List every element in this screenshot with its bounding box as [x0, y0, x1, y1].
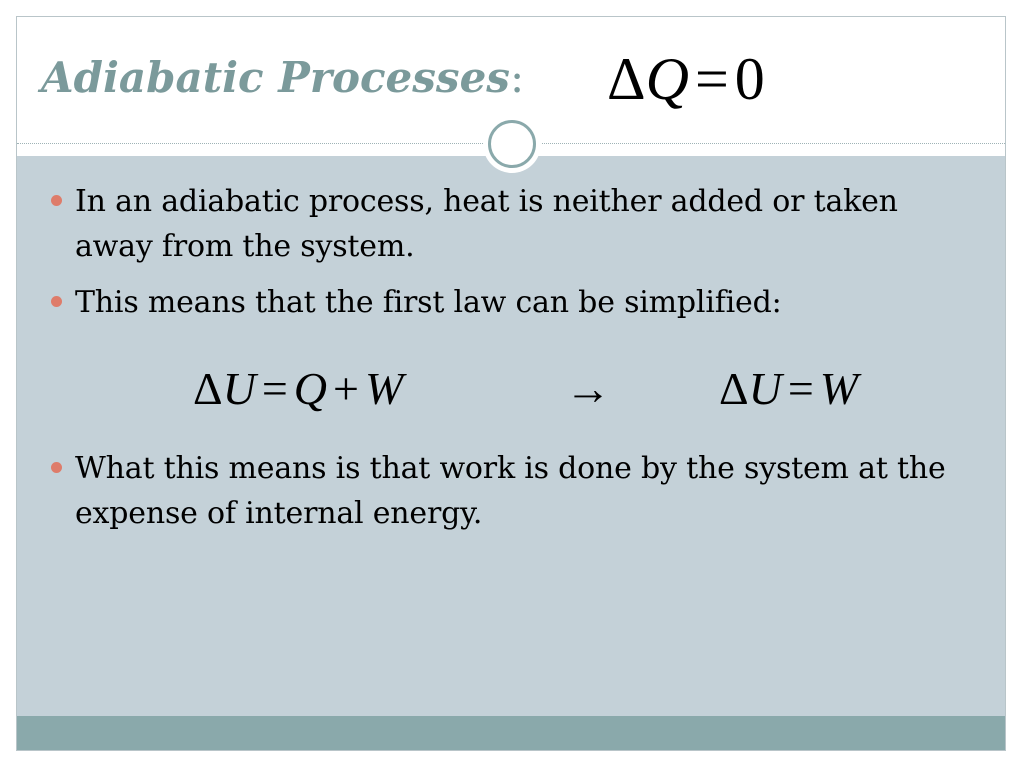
title-eq-value: 0 [734, 46, 765, 112]
bullet-dot-icon [51, 195, 62, 206]
title-eq-delta: Δ [607, 46, 646, 112]
bullet-dot-icon [51, 296, 62, 307]
implies-arrow: → [565, 363, 611, 414]
decorative-circle-icon [488, 120, 536, 168]
first-law-q: Q [293, 363, 328, 414]
bullet-item [51, 280, 951, 325]
first-law-delta: Δ [193, 363, 223, 414]
simplified-w: W [819, 363, 859, 414]
simplified-u: U [748, 363, 782, 414]
simplified-delta: Δ [719, 363, 749, 414]
bullet-text: This means that the first law can be simplified: [75, 285, 782, 320]
title-eq-op: = [694, 46, 729, 112]
slide [16, 16, 1006, 751]
first-law-w: W [364, 363, 404, 414]
first-law-eq: = [261, 363, 288, 414]
bullet-text: What this means is that work is done by the system at the expense of internal energy. [75, 451, 946, 531]
first-law-u: U [222, 363, 256, 414]
footer-accent-bar [17, 716, 1005, 750]
title-equation [607, 45, 765, 114]
bullet-text: In an adiabatic process, heat is neither added or taken away from the system. [75, 184, 898, 264]
bullet-item [51, 179, 951, 269]
first-law-plus: + [333, 363, 359, 414]
bullet-item [51, 446, 951, 536]
simplified-eq: = [787, 363, 814, 414]
implies-arrow-icon [565, 362, 611, 415]
slide-title-colon: : [509, 53, 525, 102]
slide-title [41, 53, 524, 102]
simplified-equation [719, 362, 858, 415]
first-law-equation [193, 362, 403, 415]
slide-title-label: Adiabatic Processes [41, 53, 510, 102]
title-eq-var: Q [645, 46, 689, 112]
bullet-dot-icon [51, 462, 62, 473]
